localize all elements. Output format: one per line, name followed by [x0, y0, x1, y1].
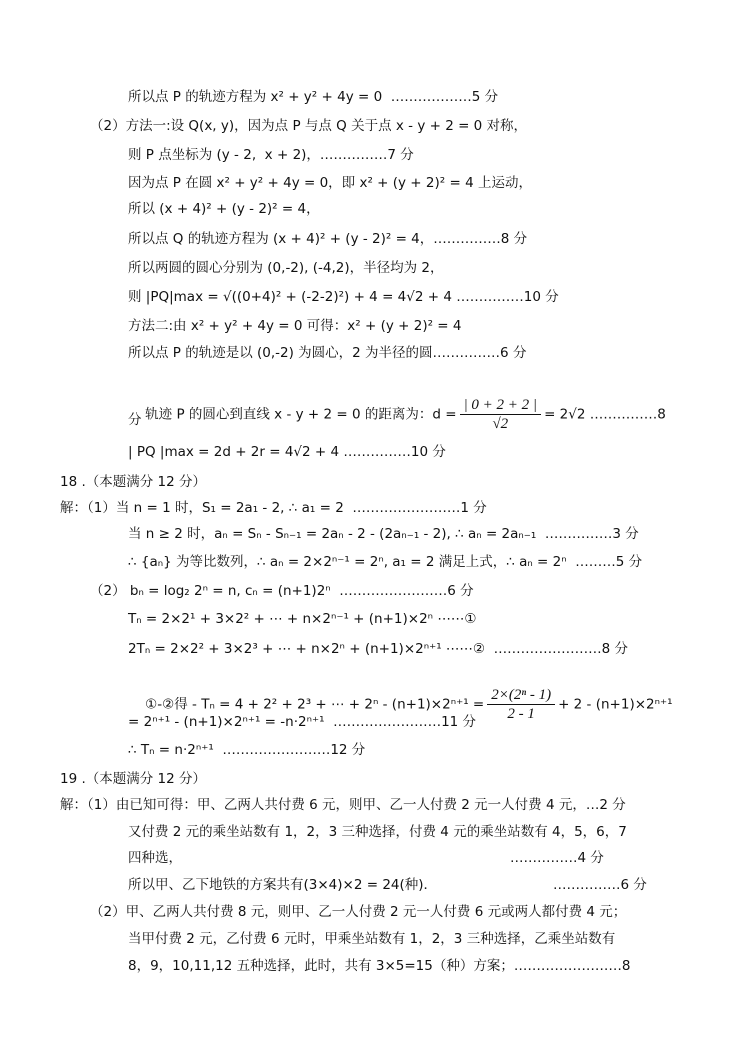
text-line-28a: 所以甲、乙下地铁的方案共有(3×4)×2 = 24(种)． [128, 877, 438, 893]
text-line-8: 则 |PQ|max = √((0+4)² + (-2-2)²) + 4 = 4√2 + 4 ……………10 分 [128, 289, 559, 305]
text-line-5: 所以 (x + 4)² + (y - 2)² = 4， [128, 201, 320, 217]
text-line-23: ∴ Tₙ = n·2ⁿ⁺¹ ……………………12 分 [128, 742, 366, 758]
text-line-22: = 2ⁿ⁺¹ - (n+1)×2ⁿ⁺¹ = -n·2ⁿ⁺¹ ……………………11 分 [128, 714, 477, 730]
text-line-16: 当 n ≥ 2 时，aₙ = Sₙ - Sₙ₋₁ = 2aₙ - 2 - (2aₙ₋₁ - 2), ∴ aₙ = 2aₙ₋₁ ……………3 分 [128, 526, 639, 542]
distance-formula-prefix: 轨迹 P 的圆心到直线 x - y + 2 = 0 的距离为：d = [145, 406, 457, 423]
text-line-10: 所以点 P 的轨迹是以 (0,-2) 为圆心，2 为半径的圆……………6 分 [128, 345, 527, 361]
text-line-28b: ……………6 分 [553, 877, 647, 893]
text-line-3: 则 P 点坐标为 (y - 2, x + 2)，……………7 分 [128, 147, 414, 163]
text-line-27a: 四种选， [128, 850, 182, 866]
text-line-20: 2Tₙ = 2×2² + 3×2³ + ⋯ + n×2ⁿ + (n+1)×2ⁿ⁺¹ ⋯⋯② ……………………8 分 [128, 641, 628, 657]
distance-formula-line [128, 378, 666, 451]
text-line-17: ∴ {aₙ} 为等比数列，∴ aₙ = 2×2ⁿ⁻¹ = 2ⁿ, a₁ = 2 满足上式，∴ aₙ = 2ⁿ ………5 分 [128, 554, 643, 570]
subtraction-formula-prefix: ①-②得 - Tₙ = 4 + 2² + 2³ + ⋯ + 2ⁿ - (n+1)×2ⁿ⁺¹ = [145, 696, 485, 713]
subtraction-formula-suffix: + 2 - (n+1)×2ⁿ⁺¹ [558, 696, 673, 713]
sum-fraction-denominator: 2 - 1 [507, 706, 535, 722]
text-line-29: （2）甲、乙两人共付费 8 元，则甲、乙一人付费 2 元一人付费 6 元或两人都付费 4 元； [90, 904, 627, 920]
sum-fraction-numerator: 2×(2ⁿ - 1) [487, 686, 555, 705]
distance-fraction-denominator: √2 [492, 416, 509, 432]
distance-formula-suffix: = 2√2 ……………8 [544, 406, 666, 423]
text-line-15: 解：（1）当 n = 1 时，S₁ = 2a₁ - 2, ∴ a₁ = 2 ……………………1 分 [60, 500, 487, 516]
question-18-header: 18 .（本题满分 12 分） [60, 474, 207, 490]
text-line-25: 解：（1）由已知可得：甲、乙两人共付费 6 元，则甲、乙一人付费 2 元一人付费 4 元，…2 分 [60, 797, 626, 813]
text-line-27b: ……………4 分 [510, 850, 604, 866]
sum-fraction [487, 686, 555, 723]
distance-fraction-numerator: | 0 + 2 + 2 | [460, 396, 542, 415]
distance-fraction [460, 396, 542, 433]
text-line-7: 所以两圆的圆心分别为 (0,-2), (-4,2)，半径均为 2， [128, 260, 444, 276]
text-line-12: 分 [128, 412, 142, 428]
text-line-9: 方法二:由 x² + y² + 4y = 0 可得：x² + (y + 2)² = 4 [128, 318, 462, 334]
text-line-13: | PQ |max = 2d + 2r = 4√2 + 4 ……………10 分 [128, 444, 446, 460]
text-line-26: 又付费 2 元的乘坐站数有 1，2，3 三种选择，付费 4 元的乘坐站数有 4，5，6，7 [128, 824, 627, 840]
text-line-6: 所以点 Q 的轨迹方程为 (x + 4)² + (y - 2)² = 4，……………8 分 [128, 231, 528, 247]
text-line-4: 因为点 P 在圆 x² + y² + 4y = 0，即 x² + (y + 2)² = 4 上运动， [128, 175, 532, 191]
text-line-18: （2） bₙ = log₂ 2ⁿ = n, cₙ = (n+1)2ⁿ ……………………6 分 [90, 583, 474, 599]
text-line-19: Tₙ = 2×2¹ + 3×2² + ⋯ + n×2ⁿ⁻¹ + (n+1)×2ⁿ ⋯⋯① [128, 611, 477, 627]
text-line-30: 当甲付费 2 元，乙付费 6 元时，甲乘坐站数有 1，2，3 三种选择，乙乘坐站数有 [128, 931, 616, 947]
text-line-31: 8，9，10,11,12 五种选择，此时，共有 3×5=15（种）方案；……………………8 [128, 958, 631, 974]
text-line-1: 所以点 P 的轨迹方程为 x² + y² + 4y = 0 ………………5 分 [128, 89, 499, 105]
text-line-2: （2）方法一:设 Q(x, y)，因为点 P 与点 Q 关于点 x - y + 2 = 0 对称， [90, 118, 528, 134]
question-19-header: 19 .（本题满分 12 分） [60, 771, 207, 787]
